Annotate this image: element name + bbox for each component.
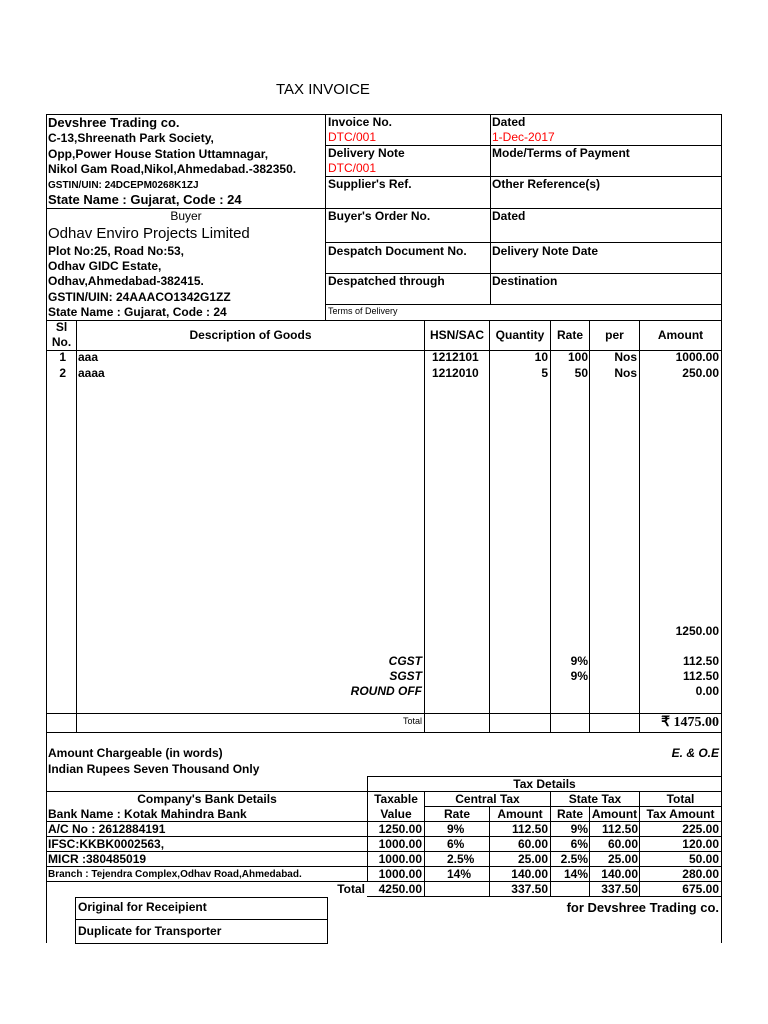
despatched-through-label: Despatched through [328, 274, 445, 288]
item-per: Nos [614, 350, 637, 364]
central-rate-header: Rate [443, 807, 470, 821]
invoice-title: TAX INVOICE [276, 81, 370, 98]
col-per-header: per [605, 328, 624, 342]
copy-duplicate: Duplicate for Transporter [78, 924, 222, 938]
tax-row-total: 50.00 [688, 852, 719, 866]
tax-row-total: 225.00 [682, 822, 719, 836]
buyer-address-line: Odhav,Ahmedabad-382415. [48, 274, 204, 288]
tax-total-state-amount: 337.50 [601, 882, 638, 896]
bank-ifsc: IFSC:KKBK0002563, [48, 837, 165, 851]
amount-words-value: Indian Rupees Seven Thousand Only [48, 762, 260, 776]
tax-details-heading: Tax Details [513, 777, 576, 791]
item-per: Nos [614, 366, 637, 380]
item-quantity: 5 [541, 366, 548, 380]
tax-amount-header: Tax Amount [646, 807, 715, 821]
col-quantity-header: Quantity [495, 328, 545, 342]
seller-address-line: C-13,Shreenath Park Society, [48, 131, 214, 145]
state-tax-header: State Tax [568, 792, 622, 806]
dated-value: 1-Dec-2017 [492, 130, 555, 144]
cgst-label: CGST [388, 654, 422, 668]
item-rate: 50 [574, 366, 588, 380]
subtotal-amount: 1250.00 [675, 624, 719, 638]
buyer-gstin: GSTIN/UIN: 24AAACO1342G1ZZ [48, 290, 231, 304]
col-sl-header: Sl [55, 320, 68, 334]
item-sl: 1 [59, 350, 66, 364]
item-hsn: 1212101 [432, 350, 479, 364]
central-amount-header: Amount [497, 807, 543, 821]
bank-account-no: A/C No : 2612884191 [48, 822, 166, 836]
tax-row-central-amount: 25.00 [517, 852, 548, 866]
round-off-label: ROUND OFF [350, 684, 422, 698]
item-quantity: 10 [534, 350, 548, 364]
tax-row-value: 1000.00 [378, 837, 422, 851]
tax-row-central-rate: 2.5% [447, 852, 475, 866]
buyer-address-line: Plot No:25, Road No:53, [48, 244, 185, 258]
item-rate: 100 [567, 350, 588, 364]
seller-gstin: GSTIN/UIN: 24DCEPM0268K1ZJ [48, 180, 199, 191]
terms-of-delivery-label: Terms of Delivery [328, 306, 398, 316]
tax-total-tax-amount: 675.00 [682, 882, 719, 896]
invoice-no-label: Invoice No. [328, 115, 393, 129]
tax-value-header: Value [380, 807, 412, 821]
tax-row-state-amount: 140.00 [601, 867, 638, 881]
cgst-rate: 9% [570, 654, 588, 668]
central-tax-header: Central Tax [455, 792, 520, 806]
col-amount-header: Amount [657, 328, 704, 342]
eoe-label: E. & O.E [671, 746, 719, 760]
total-label: Total [402, 716, 422, 726]
seller-state: State Name : Gujarat, Code : 24 [48, 192, 242, 207]
suppliers-ref-label: Supplier's Ref. [328, 177, 412, 191]
tax-row-value: 1000.00 [378, 852, 422, 866]
mode-terms-label: Mode/Terms of Payment [492, 146, 630, 160]
item-amount: 1000.00 [675, 350, 719, 364]
seller-name: Devshree Trading co. [48, 115, 180, 130]
tax-row-total: 280.00 [682, 867, 719, 881]
tax-row-central-rate: 9% [447, 822, 465, 836]
delivery-note-date-label: Delivery Note Date [492, 244, 599, 258]
buyer-state: State Name : Gujarat, Code : 24 [48, 305, 227, 319]
tax-row-state-amount: 60.00 [607, 837, 638, 851]
tax-row-central-rate: 14% [447, 867, 472, 881]
destination-label: Destination [492, 274, 558, 288]
seller-address-line: Nikol Gam Road,Nikol,Ahmedabad.-382350. [48, 162, 297, 176]
delivery-note-label: Delivery Note [328, 146, 405, 160]
tax-total-central-amount: 337.50 [511, 882, 548, 896]
tax-row-central-amount: 140.00 [511, 867, 548, 881]
tax-row-central-rate: 6% [447, 837, 465, 851]
buyers-order-label: Buyer's Order No. [328, 209, 431, 223]
buyer-address-line: Odhav GIDC Estate, [48, 259, 162, 273]
item-description: aaa [78, 350, 99, 364]
col-rate-header: Rate [556, 328, 583, 342]
buyers-order-dated-label: Dated [492, 209, 526, 223]
sgst-rate: 9% [570, 669, 588, 683]
item-hsn: 1212010 [432, 366, 479, 380]
tax-row-state-rate: 14% [563, 867, 588, 881]
total-tax-header: Total [666, 792, 695, 806]
state-rate-header: Rate [556, 807, 583, 821]
for-company-signature: for Devshree Trading co. [566, 900, 719, 915]
item-description: aaaa [78, 366, 105, 380]
tax-row-total: 120.00 [682, 837, 719, 851]
despatch-doc-label: Despatch Document No. [328, 244, 467, 258]
buyer-name: Odhav Enviro Projects Limited [48, 225, 250, 242]
tax-row-central-amount: 112.50 [511, 822, 548, 836]
tax-row-value: 1000.00 [378, 867, 422, 881]
tax-row-state-amount: 25.00 [607, 852, 638, 866]
round-off-amount: 0.00 [695, 684, 719, 698]
dated-label: Dated [492, 115, 526, 129]
sgst-amount: 112.50 [682, 669, 719, 683]
item-amount: 250.00 [682, 366, 719, 380]
col-description-header: Description of Goods [189, 328, 312, 342]
tax-total-value: 4250.00 [378, 882, 422, 896]
bank-details-heading: Company's Bank Details [137, 792, 277, 806]
tax-row-state-rate: 9% [570, 822, 588, 836]
delivery-note-value: DTC/001 [328, 161, 377, 175]
tax-taxable-header: Taxable [374, 792, 418, 806]
item-sl: 2 [59, 366, 66, 380]
col-no-header: No. [51, 335, 72, 349]
invoice-no-value: DTC/001 [328, 130, 377, 144]
tax-row-state-amount: 112.50 [601, 822, 638, 836]
tax-total-label: Total [337, 882, 365, 896]
tax-row-central-amount: 60.00 [517, 837, 548, 851]
bank-name: Bank Name : Kotak Mahindra Bank [48, 807, 247, 821]
sgst-label: SGST [389, 669, 422, 683]
seller-address-line: Opp,Power House Station Uttamnagar, [48, 147, 269, 161]
grand-total: ₹ 1475.00 [661, 715, 719, 730]
col-hsn-header: HSN/SAC [429, 328, 484, 342]
amount-words-label: Amount Chargeable (in words) [48, 746, 223, 760]
copy-original: Original for Receipient [78, 900, 207, 914]
tax-row-state-rate: 6% [570, 837, 588, 851]
tax-row-state-rate: 2.5% [560, 852, 588, 866]
bank-micr: MICR :380485019 [48, 852, 147, 866]
tax-row-value: 1250.00 [378, 822, 422, 836]
buyer-heading: Buyer [170, 209, 202, 223]
state-amount-header: Amount [591, 807, 638, 821]
other-ref-label: Other Reference(s) [492, 177, 601, 191]
cgst-amount: 112.50 [682, 654, 719, 668]
bank-branch: Branch : Tejendra Complex,Odhav Road,Ahmedabad. [48, 869, 302, 880]
